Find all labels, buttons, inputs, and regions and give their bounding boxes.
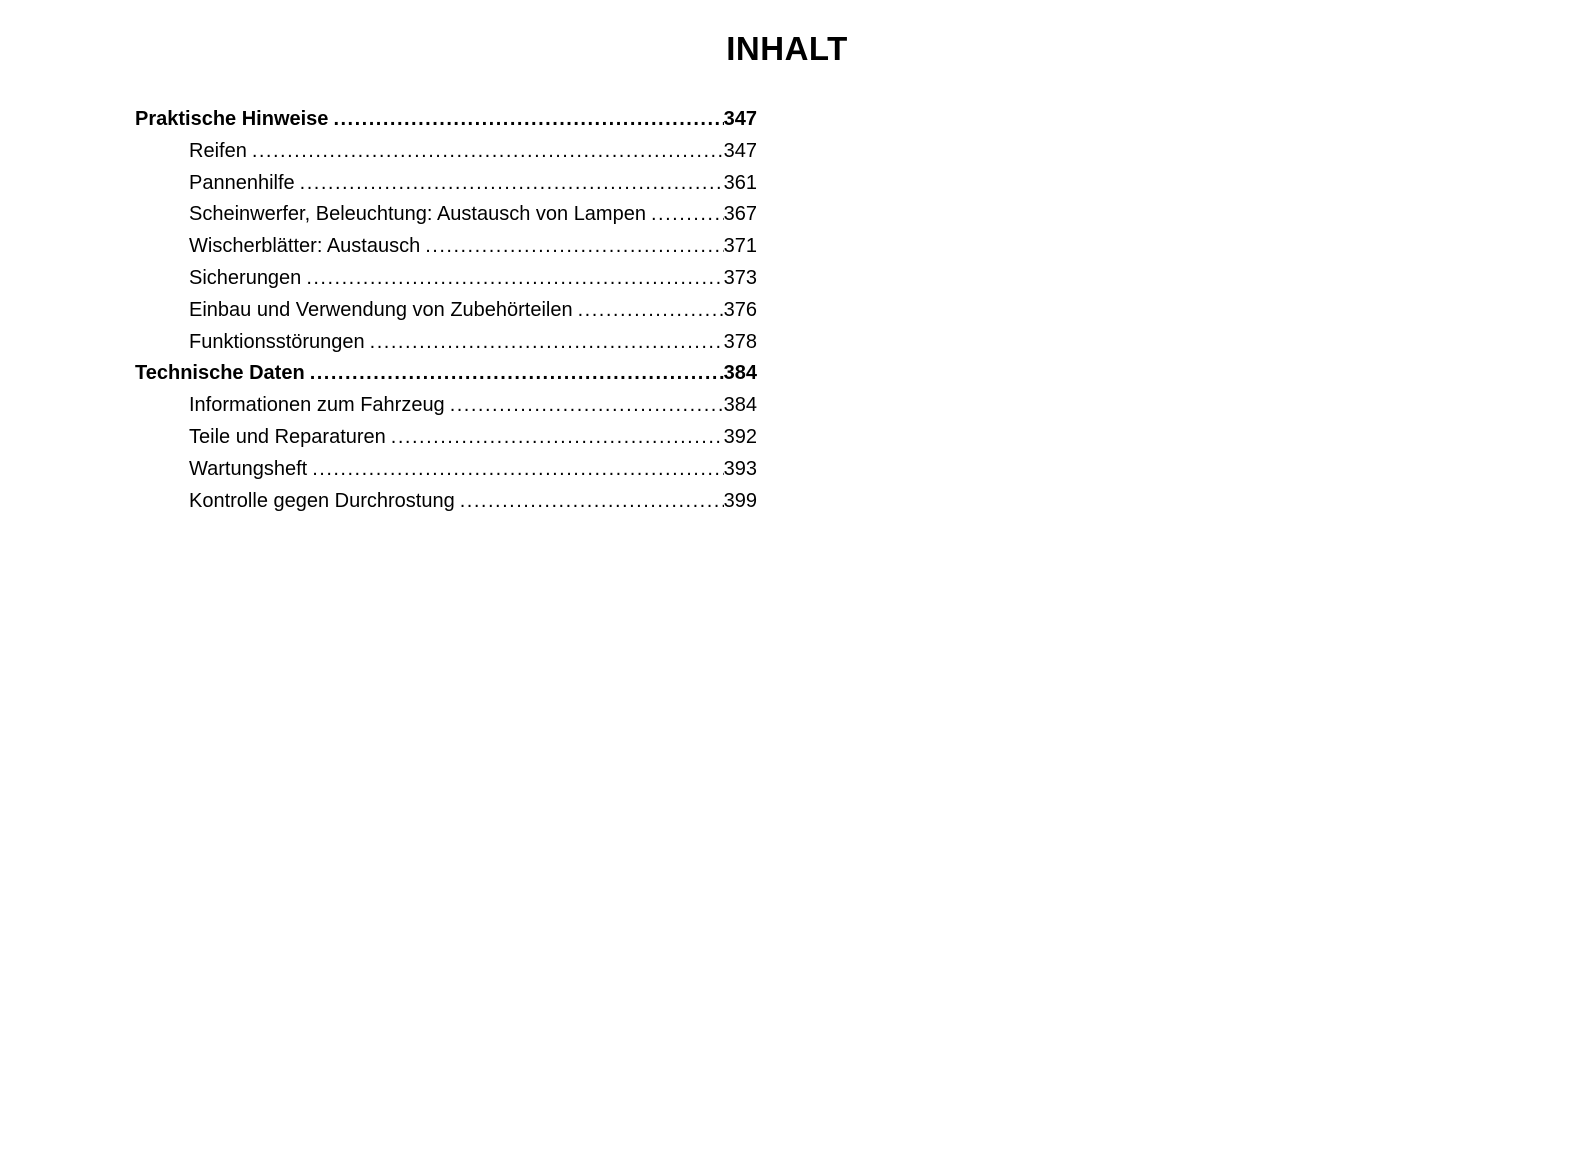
dot-leader (573, 295, 724, 327)
toc-entry-label: Sicherungen (189, 266, 302, 289)
dot-leader (307, 454, 723, 486)
toc-entry (135, 168, 757, 200)
toc-entry (135, 104, 757, 136)
toc-entry (135, 263, 757, 295)
toc-entry-page: 361 (723, 171, 757, 194)
dot-leader (445, 390, 724, 422)
dot-leader (365, 327, 724, 359)
toc-entry-label: Kontrolle gegen Durchrostung (189, 489, 455, 512)
dot-leader (295, 168, 724, 200)
toc-entry-page: 384 (723, 394, 757, 417)
toc-entry (135, 486, 757, 518)
page-title: INHALT (726, 30, 848, 67)
toc-entry-page: 347 (723, 139, 757, 162)
table-of-contents (135, 104, 757, 517)
dot-leader (386, 422, 724, 454)
toc-entry (135, 390, 757, 422)
toc-entry-label: Teile und Reparaturen (189, 425, 386, 448)
toc-entry-page: 367 (723, 203, 757, 226)
toc-entry-page: 371 (723, 235, 757, 258)
toc-entry-page: 378 (723, 330, 757, 353)
toc-entry-label: Einbau und Verwendung von Zubehörteilen (189, 298, 573, 321)
toc-entry-label: Technische Daten (135, 362, 305, 385)
toc-entry (135, 199, 757, 231)
toc-entry-label: Informationen zum Fahrzeug (189, 394, 445, 417)
toc-entry-page: 347 (723, 108, 757, 130)
toc-entry (135, 136, 757, 168)
toc-entry-label: Scheinwerfer, Beleuchtung: Austausch von Lampen (189, 203, 646, 226)
toc-entry-page: 393 (723, 457, 757, 480)
toc-entry (135, 358, 757, 390)
toc-entry (135, 231, 757, 263)
toc-entry-label: Funktionsstörungen (189, 330, 365, 353)
dot-leader (305, 358, 724, 390)
dot-leader (646, 199, 724, 231)
toc-entry-page: 373 (723, 266, 757, 289)
toc-entry (135, 327, 757, 359)
toc-entry-label: Wartungsheft (189, 457, 308, 480)
toc-entry (135, 454, 757, 486)
dot-leader (420, 231, 723, 263)
toc-entry-label: Wischerblätter: Austausch (189, 235, 421, 258)
toc-entry-label: Pannenhilfe (189, 171, 295, 194)
toc-entry (135, 295, 757, 327)
toc-entry-page: 376 (723, 298, 757, 321)
toc-entry-page: 399 (723, 489, 757, 512)
dot-leader (328, 104, 723, 136)
dot-leader (455, 486, 724, 518)
dot-leader (301, 263, 723, 295)
toc-entry-page: 392 (723, 425, 757, 448)
toc-entry-page: 384 (723, 362, 757, 385)
toc-entry-label: Reifen (189, 139, 247, 162)
toc-entry (135, 422, 757, 454)
dot-leader (247, 136, 724, 168)
toc-entry-label: Praktische Hinweise (135, 108, 329, 130)
